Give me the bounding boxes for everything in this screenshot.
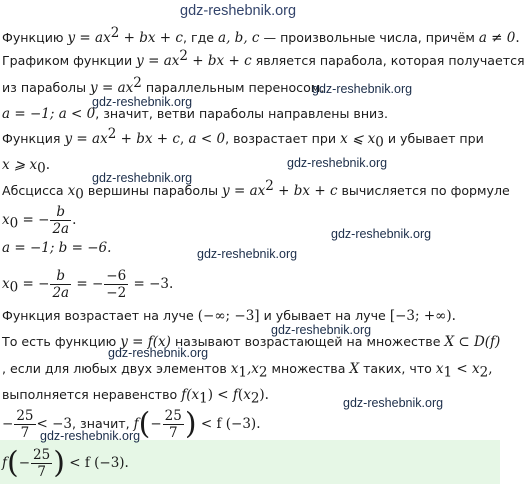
text: из параболы [2, 80, 91, 95]
text: Функция [2, 131, 65, 146]
math: a = −1; [2, 106, 59, 122]
text: множества [267, 361, 350, 376]
text: и убывает при [383, 131, 484, 146]
watermark: gdz-reshebnik.org [271, 323, 372, 337]
text: Функция возрастает на луче [2, 308, 198, 323]
math: x [67, 183, 76, 199]
text: То есть функцию [2, 334, 121, 349]
math: a, b, c [218, 30, 260, 46]
text-line-12 [2, 308, 456, 324]
text-line-4 [2, 106, 388, 122]
numerator: −6 [106, 268, 127, 284]
watermark: gdz-reshebnik.org [180, 3, 297, 19]
formula-compare: − $\frac{25}{7}$ < −3, значит, f(− $\frac{25}{7}$ ) < f (−3). [2, 406, 261, 442]
math: x [2, 212, 10, 228]
text-line-1: Функцию $y = ax^2$ + bx + c, где a, b, c — произвольные числа, причём a ≠ 0. [2, 24, 520, 46]
math: (−∞; −3] [197, 308, 260, 324]
math: a < 0 [58, 106, 96, 122]
text: выполняется неравенство [2, 387, 182, 402]
text: и убывает на луче [259, 308, 390, 323]
formula-x0-calc: $x_0$ = − $\frac{b}{2a}$ = − $\frac{-6}{-2}$ = −3. [2, 268, 174, 301]
math: a < 0 [188, 131, 226, 147]
denominator: 2a [52, 221, 70, 237]
fraction [163, 408, 184, 441]
formula-x0: $x_0$ = − $\frac{b}{2a}$ . [2, 204, 77, 237]
math: x ⩽ x [340, 131, 376, 147]
text: является парабола, которая получается [251, 53, 525, 68]
text: таких, что [359, 361, 436, 376]
fraction [104, 268, 128, 301]
fraction [14, 408, 35, 441]
math: X [349, 361, 360, 377]
fraction [50, 268, 71, 301]
denominator: −2 [106, 285, 127, 301]
text: Абсцисса [2, 183, 68, 198]
watermark: gdz-reshebnik.org [92, 95, 193, 109]
text-line-14: , если для любых двух элементов $x_1,x_2$ множества X таких, что $x_1 < x_2$, [2, 361, 493, 381]
math: x [230, 361, 239, 377]
watermark: gdz-reshebnik.org [197, 247, 298, 261]
math: X ⊂ D(f) [444, 334, 501, 350]
math: < −3 [36, 416, 73, 432]
text: вычисляется по формуле [337, 183, 510, 198]
text: Функцию [2, 30, 68, 45]
answer-line: f(− $\frac{25}{7}$ ) < f (−3). [2, 445, 129, 481]
denominator: 7 [37, 464, 46, 480]
text-line-9 [2, 240, 111, 256]
math: a ≠ 0 [478, 30, 516, 46]
watermark: gdz-reshebnik.org [108, 346, 209, 360]
text: Графиком функции [2, 53, 137, 68]
math: a = −1; b = −6. [2, 240, 112, 256]
math: < f (−3). [200, 416, 261, 432]
numerator: 25 [33, 447, 51, 463]
watermark: gdz-reshebnik.org [331, 227, 432, 241]
text: называют возрастающей на множестве [170, 334, 445, 349]
text: вершины параболы [83, 183, 223, 198]
numerator: b [50, 204, 71, 221]
watermark: gdz-reshebnik.org [312, 82, 413, 96]
math: [−3; +∞). [389, 308, 456, 324]
text-line-13 [2, 334, 500, 350]
math: x ⩾ x [2, 157, 38, 173]
denominator: 2a [52, 285, 70, 301]
denominator: 7 [20, 425, 30, 441]
math: x [435, 361, 444, 377]
text-line-6: x ⩾ $x_0$. [2, 157, 51, 177]
denominator: 7 [168, 425, 178, 441]
watermark: gdz-reshebnik.org [287, 156, 388, 170]
numerator: 25 [16, 408, 34, 424]
text-line-2: Графиком функции $y = ax^2$ + bx + c является парабола, которая получается [2, 47, 525, 69]
text: , значит, ветви параболы направлены вниз. [95, 106, 388, 121]
text-line-7: Абсцисса $x_0$ вершины параболы $y = ax^2$ + bx + c вычисляется по формуле [2, 177, 510, 203]
text: , если для любых двух элементов [2, 361, 231, 376]
text: , где [182, 30, 219, 45]
text-line-15: выполняется неравенство $f(x_1) < f(x_2)$. [2, 387, 269, 407]
math: = −3. [133, 276, 174, 292]
text-line-5: Функция $y = ax^2$ + bx + c, a < 0, возрастает при x ⩽ $x_0$ и убывает при [2, 125, 484, 151]
watermark: gdz-reshebnik.org [92, 171, 193, 185]
text: — произвольные числа, причём [259, 30, 479, 45]
text-line-3: из параболы $y = ax^2$ параллельным переносом. [2, 74, 325, 96]
math: < f (−3). [69, 455, 129, 471]
fraction [31, 447, 52, 480]
numerator: b [50, 268, 71, 285]
text: параллельным переносом. [141, 80, 325, 95]
text: , возрастает при [225, 131, 341, 146]
numerator: 25 [164, 408, 182, 424]
text: , значит, [72, 416, 134, 431]
math: y = f(x) [120, 334, 171, 350]
watermark: gdz-reshebnik.org [40, 429, 141, 443]
math: f(x [181, 387, 200, 403]
watermark: gdz-reshebnik.org [343, 396, 444, 410]
fraction [50, 204, 71, 237]
